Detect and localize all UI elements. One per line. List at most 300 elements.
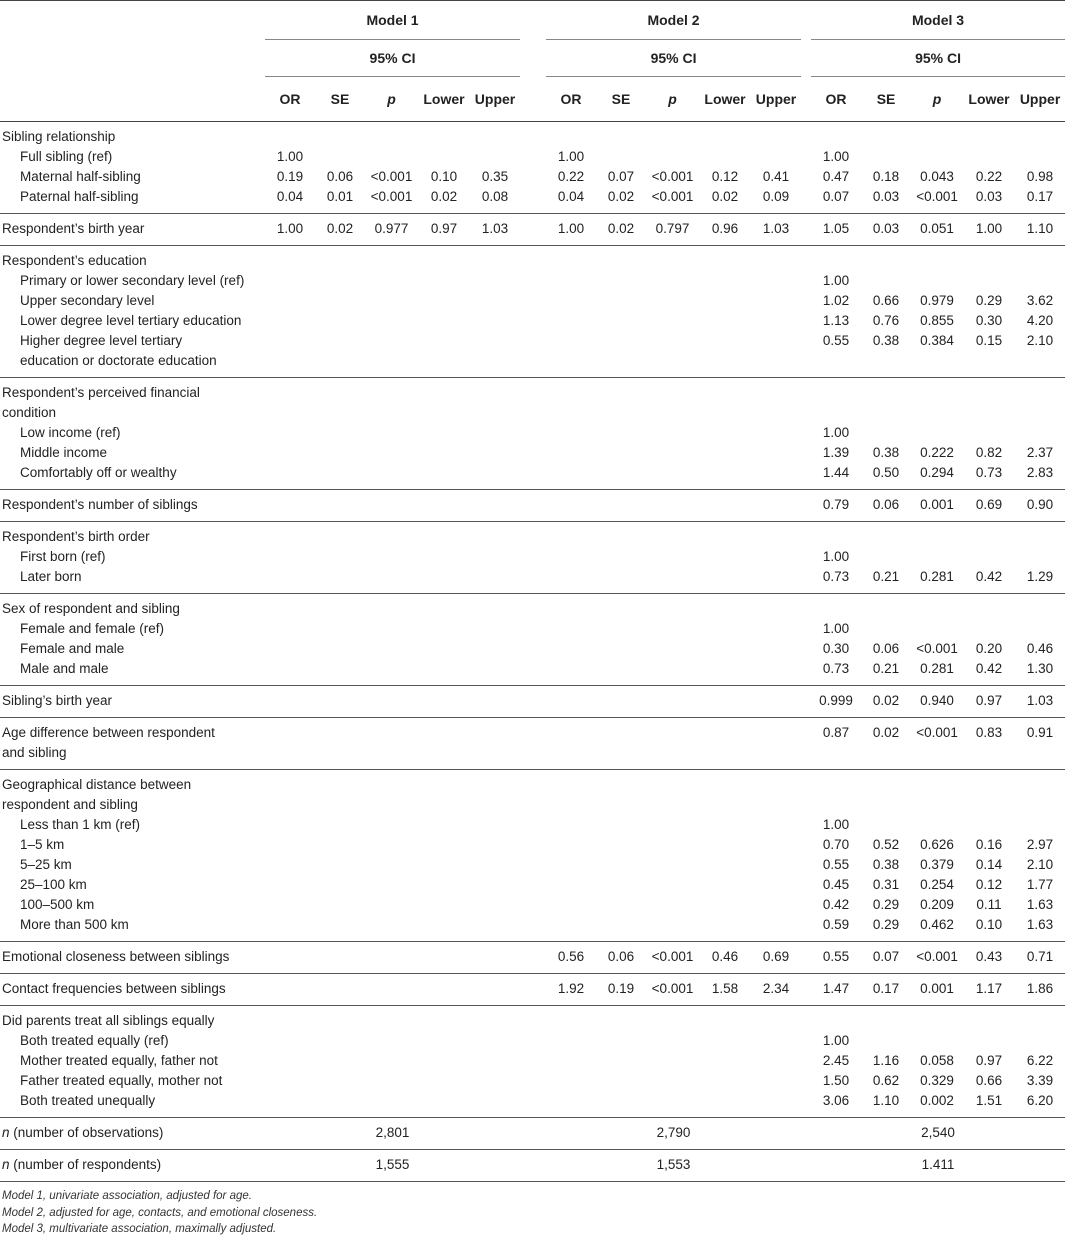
cell-se: 0.03 [861, 214, 911, 246]
cell-or [811, 122, 861, 148]
row-label: condition [2, 405, 57, 420]
cell-upper: 1.77 [1026, 877, 1054, 892]
cell-lower: 0.42 [963, 659, 1015, 686]
cell-se [315, 718, 365, 744]
cell-p [646, 835, 699, 855]
cell-p [365, 659, 418, 686]
cell-or [546, 659, 596, 686]
cell-p [365, 271, 418, 291]
cell-p: 0.043 [920, 169, 954, 184]
cell-lower [699, 122, 751, 148]
cell-p [365, 855, 418, 875]
cell-or [546, 594, 596, 620]
cell-p [911, 522, 963, 548]
n-symbol: n [2, 1157, 10, 1172]
cell-or: 2.45 [822, 1053, 850, 1068]
cell-lower [699, 311, 751, 331]
cell-upper [751, 463, 801, 490]
cell-p [365, 895, 418, 915]
cell-or [546, 271, 596, 291]
cell-or [265, 490, 315, 522]
row-label: Full sibling (ref) [20, 149, 113, 164]
cell-lower [418, 594, 470, 620]
cell-p: <0.001 [646, 187, 699, 214]
cell-upper [751, 875, 801, 895]
row-label: Geographical distance between [2, 777, 192, 792]
cell-lower [418, 659, 470, 686]
cell-lower [418, 1006, 470, 1032]
cell-lower: 0.83 [975, 725, 1003, 740]
cell-or [265, 895, 315, 915]
cell-lower: 1.51 [963, 1091, 1015, 1118]
cell-upper [751, 271, 801, 291]
cell-upper [751, 547, 801, 567]
ci-header-model-2: 95% CI [546, 40, 801, 77]
cell-lower [699, 547, 751, 567]
cell-upper [470, 443, 520, 463]
cell-lower [699, 815, 751, 835]
cell-upper [470, 567, 520, 594]
cell-se [315, 122, 365, 148]
row-label: 100–500 km [20, 897, 95, 912]
cell-p [646, 331, 699, 351]
cell-p: 0.329 [920, 1073, 954, 1088]
cell-se [861, 122, 911, 148]
cell-upper [751, 1051, 801, 1071]
cell-p [911, 547, 963, 567]
cell-p: 0.294 [911, 463, 963, 490]
cell-se [315, 567, 365, 594]
cell-se: 0.01 [315, 187, 365, 214]
cell-se [315, 443, 365, 463]
count-value: 2,801 [265, 1118, 520, 1150]
variable-row [0, 942, 1065, 974]
cell-lower [418, 443, 470, 463]
cell-se: 1.16 [872, 1053, 900, 1068]
cell-lower: 0.42 [963, 567, 1015, 594]
group-heading-row [0, 378, 1065, 404]
cell-upper: 1.63 [1026, 897, 1054, 912]
cell-or [546, 1006, 596, 1032]
cell-lower [418, 490, 470, 522]
cell-or [265, 271, 315, 291]
category-row [0, 815, 1065, 835]
group-heading-row [0, 770, 1065, 796]
model-2-header: Model 2 [546, 1, 801, 40]
cell-lower [963, 1006, 1015, 1032]
cell-lower [418, 463, 470, 490]
cell-p [646, 915, 699, 942]
cell-se [315, 1051, 365, 1071]
row-label: Sibling’s birth year [0, 686, 265, 718]
cell-p [646, 1006, 699, 1032]
cell-se [315, 915, 365, 942]
cell-se [861, 743, 911, 770]
cell-p [646, 122, 699, 148]
footnote: Model 2, adjusted for age, contacts, and emotional closeness. [2, 1206, 318, 1219]
cell-or [265, 686, 315, 718]
cell-upper [1015, 403, 1065, 423]
cell-upper [1015, 271, 1065, 291]
cell-lower [699, 147, 751, 167]
cell-or [265, 855, 315, 875]
cell-or: 0.70 [822, 837, 850, 852]
cell-p [646, 463, 699, 490]
cell-p [365, 331, 418, 351]
count-value: 1,553 [546, 1150, 801, 1182]
cell-upper [751, 1071, 801, 1091]
cell-lower: 0.46 [699, 942, 751, 974]
cell-p: 0.281 [911, 567, 963, 594]
cell-lower [699, 594, 751, 620]
cell-upper [470, 855, 520, 875]
cell-se [596, 1006, 646, 1032]
cell-p [911, 271, 963, 291]
cell-se [596, 291, 646, 311]
cell-lower [699, 567, 751, 594]
cell-upper [470, 1031, 520, 1051]
cell-lower: 0.16 [975, 837, 1003, 852]
cell-p [646, 594, 699, 620]
cell-or: 1.13 [822, 313, 850, 328]
cell-or [265, 1071, 315, 1091]
cell-se [596, 743, 646, 770]
cell-lower [699, 423, 751, 443]
cell-se [596, 271, 646, 291]
category-row [0, 619, 1065, 639]
cell-upper [470, 974, 520, 1006]
cell-lower: 0.66 [975, 1073, 1003, 1088]
cell-or [546, 463, 596, 490]
cell-or [546, 815, 596, 835]
cell-upper [751, 718, 801, 744]
cell-or [265, 1051, 315, 1071]
cell-se [315, 974, 365, 1006]
cell-upper [751, 331, 801, 351]
cell-upper [1015, 378, 1065, 404]
group-heading-row [0, 403, 1065, 423]
cell-or [546, 743, 596, 770]
cell-p [365, 403, 418, 423]
cell-upper [470, 895, 520, 915]
cell-upper: 2.10 [1026, 857, 1054, 872]
cell-or: 1.00 [822, 549, 850, 564]
cell-lower: 0.30 [975, 313, 1003, 328]
cell-se: 0.02 [596, 187, 646, 214]
cell-se [315, 490, 365, 522]
col-header-se: SE [861, 77, 911, 122]
category-row [0, 463, 1065, 490]
cell-p [365, 291, 418, 311]
cell-p [646, 522, 699, 548]
cell-se [596, 659, 646, 686]
row-label: Respondent’s birth order [2, 529, 150, 544]
col-header-or: OR [546, 77, 596, 122]
cell-upper [470, 743, 520, 770]
cell-or: 0.22 [557, 169, 585, 184]
col-header-lower: Lower [418, 77, 470, 122]
cell-upper [470, 522, 520, 548]
cell-se: 0.38 [872, 445, 900, 460]
category-row [0, 291, 1065, 311]
count-description: (number of respondents) [9, 1157, 162, 1172]
cell-p [646, 567, 699, 594]
cell-se [861, 1006, 911, 1032]
cell-or [546, 122, 596, 148]
cell-upper [751, 855, 801, 875]
cell-se [861, 378, 911, 404]
cell-upper [751, 1006, 801, 1032]
cell-se: 0.38 [872, 333, 900, 348]
cell-se [596, 895, 646, 915]
cell-upper [470, 403, 520, 423]
cell-p [911, 147, 963, 167]
row-label: Both treated unequally [0, 1091, 265, 1118]
row-label: Contact frequencies between siblings [0, 974, 265, 1006]
cell-upper [751, 378, 801, 404]
cell-or: 1.00 [822, 817, 850, 832]
cell-or [265, 291, 315, 311]
cell-upper [751, 351, 801, 378]
category-row [0, 895, 1065, 915]
cell-se [315, 743, 365, 770]
row-label: Respondent’s education [2, 253, 147, 268]
cell-upper [1015, 547, 1065, 567]
cell-lower [699, 403, 751, 423]
cell-lower [418, 915, 470, 942]
cell-p [646, 1071, 699, 1091]
col-header-p: p [365, 77, 418, 122]
row-label: Sex of respondent and sibling [2, 601, 180, 616]
cell-upper: 1.86 [1015, 974, 1065, 1006]
cell-lower [699, 619, 751, 639]
cell-se [315, 378, 365, 404]
cell-upper [1015, 246, 1065, 272]
cell-p [365, 1051, 418, 1071]
cell-se [315, 659, 365, 686]
cell-upper: 2.34 [751, 974, 801, 1006]
cell-or [546, 351, 596, 378]
cell-se: 0.06 [326, 169, 354, 184]
cell-upper [1015, 147, 1065, 167]
cell-se [861, 547, 911, 567]
cell-or [546, 443, 596, 463]
cell-se [861, 403, 911, 423]
cell-p: <0.001 [916, 641, 958, 656]
cell-p: <0.001 [646, 942, 699, 974]
cell-p [365, 311, 418, 331]
cell-upper [470, 815, 520, 835]
cell-lower: 0.02 [418, 187, 470, 214]
cell-lower [699, 795, 751, 815]
cell-or: 0.999 [811, 686, 861, 718]
cell-upper: 2.10 [1026, 333, 1054, 348]
row-label: Primary or lower secondary level (ref) [20, 273, 245, 288]
cell-p [365, 718, 418, 744]
cell-p [646, 147, 699, 167]
cell-se [315, 895, 365, 915]
cell-or: 0.07 [811, 187, 861, 214]
cell-se [315, 291, 365, 311]
row-label: Sibling relationship [2, 129, 116, 144]
cell-upper [470, 942, 520, 974]
cell-upper: 1.03 [470, 214, 520, 246]
cell-lower [699, 743, 751, 770]
cell-p [365, 815, 418, 835]
cell-lower [699, 291, 751, 311]
cell-se [315, 547, 365, 567]
cell-lower: 0.97 [963, 686, 1015, 718]
cell-upper [1015, 770, 1065, 796]
cell-lower [699, 490, 751, 522]
cell-or [265, 942, 315, 974]
cell-upper [751, 659, 801, 686]
cell-lower [418, 815, 470, 835]
cell-or [546, 403, 596, 423]
cell-p [365, 619, 418, 639]
cell-lower [418, 639, 470, 659]
cell-upper: 0.69 [751, 942, 801, 974]
cell-lower [963, 423, 1015, 443]
cell-se [315, 423, 365, 443]
row-label: Female and female (ref) [20, 621, 165, 636]
cell-p [365, 351, 418, 378]
cell-or: 1.02 [822, 293, 850, 308]
ci-header-model-3: 95% CI [811, 40, 1065, 77]
cell-p [646, 875, 699, 895]
cell-or [546, 855, 596, 875]
cell-upper [470, 915, 520, 942]
cell-se [596, 423, 646, 443]
cell-p [365, 942, 418, 974]
cell-or: 0.55 [822, 857, 850, 872]
cell-or: 1.00 [557, 149, 585, 164]
cell-se [315, 1006, 365, 1032]
cell-or [546, 795, 596, 815]
cell-lower [963, 403, 1015, 423]
cell-p [365, 547, 418, 567]
cell-upper: 2.97 [1026, 837, 1054, 852]
cell-p [365, 490, 418, 522]
cell-p [646, 718, 699, 744]
cell-or: 0.79 [811, 490, 861, 522]
cell-or: 0.59 [811, 915, 861, 942]
cell-se [596, 547, 646, 567]
cell-upper [1015, 423, 1065, 443]
table-body [0, 122, 1065, 1182]
cell-or [811, 246, 861, 272]
cell-se [315, 815, 365, 835]
cell-lower [963, 522, 1015, 548]
cell-se [596, 311, 646, 331]
cell-se [315, 1091, 365, 1118]
cell-upper [470, 1091, 520, 1118]
cell-se: 0.07 [607, 169, 635, 184]
cell-or: 1.00 [265, 214, 315, 246]
col-header-or: OR [265, 77, 315, 122]
cell-or [265, 619, 315, 639]
cell-p [646, 547, 699, 567]
cell-se [596, 522, 646, 548]
cell-p [646, 815, 699, 835]
category-row [0, 835, 1065, 855]
cell-p [365, 1006, 418, 1032]
cell-upper: 0.08 [470, 187, 520, 214]
cell-upper [751, 147, 801, 167]
cell-lower: 0.12 [711, 169, 739, 184]
cell-upper [470, 1071, 520, 1091]
cell-or [546, 291, 596, 311]
cell-se: 0.50 [861, 463, 911, 490]
cell-se [596, 490, 646, 522]
cell-or [265, 915, 315, 942]
cell-se [861, 522, 911, 548]
cell-lower: 0.10 [963, 915, 1015, 942]
cell-or [265, 567, 315, 594]
row-label: Lower degree level tertiary education [20, 313, 242, 328]
cell-upper [1015, 619, 1065, 639]
cell-p [646, 378, 699, 404]
cell-lower [699, 271, 751, 291]
cell-p [646, 246, 699, 272]
cell-se [596, 1071, 646, 1091]
col-header-se: SE [315, 77, 365, 122]
category-row [0, 659, 1065, 686]
cell-lower [418, 895, 470, 915]
cell-p: 0.254 [920, 877, 954, 892]
cell-se [861, 619, 911, 639]
row-label: More than 500 km [0, 915, 265, 942]
group-heading-row [0, 795, 1065, 815]
cell-upper [751, 567, 801, 594]
cell-or: 1.00 [822, 621, 850, 636]
cell-se [315, 942, 365, 974]
cell-upper [470, 1051, 520, 1071]
ci-header-row [0, 40, 1065, 77]
cell-p: <0.001 [651, 169, 694, 184]
n-symbol: n [2, 1125, 10, 1140]
cell-p [365, 770, 418, 796]
cell-se [315, 311, 365, 331]
cell-lower [418, 619, 470, 639]
cell-lower [418, 835, 470, 855]
group-heading-row [0, 246, 1065, 272]
cell-lower [418, 378, 470, 404]
cell-lower: 0.11 [976, 897, 1002, 912]
cell-upper [751, 443, 801, 463]
cell-se [596, 855, 646, 875]
cell-lower [963, 378, 1015, 404]
cell-se: 0.62 [872, 1073, 900, 1088]
category-row [0, 915, 1065, 942]
cell-lower [699, 875, 751, 895]
cell-or: 0.87 [822, 725, 850, 740]
cell-upper [470, 686, 520, 718]
variable-row [0, 214, 1065, 246]
cell-lower: 0.96 [699, 214, 751, 246]
cell-p [646, 1091, 699, 1118]
cell-upper [470, 594, 520, 620]
cell-lower [418, 743, 470, 770]
cell-p [365, 1031, 418, 1051]
cell-or: 0.45 [822, 877, 850, 892]
count-value: 2,540 [811, 1118, 1065, 1150]
cell-lower: 0.43 [963, 942, 1015, 974]
cell-lower: 0.15 [975, 333, 1003, 348]
cell-se [861, 147, 911, 167]
cell-se [315, 351, 365, 378]
category-row [0, 567, 1065, 594]
